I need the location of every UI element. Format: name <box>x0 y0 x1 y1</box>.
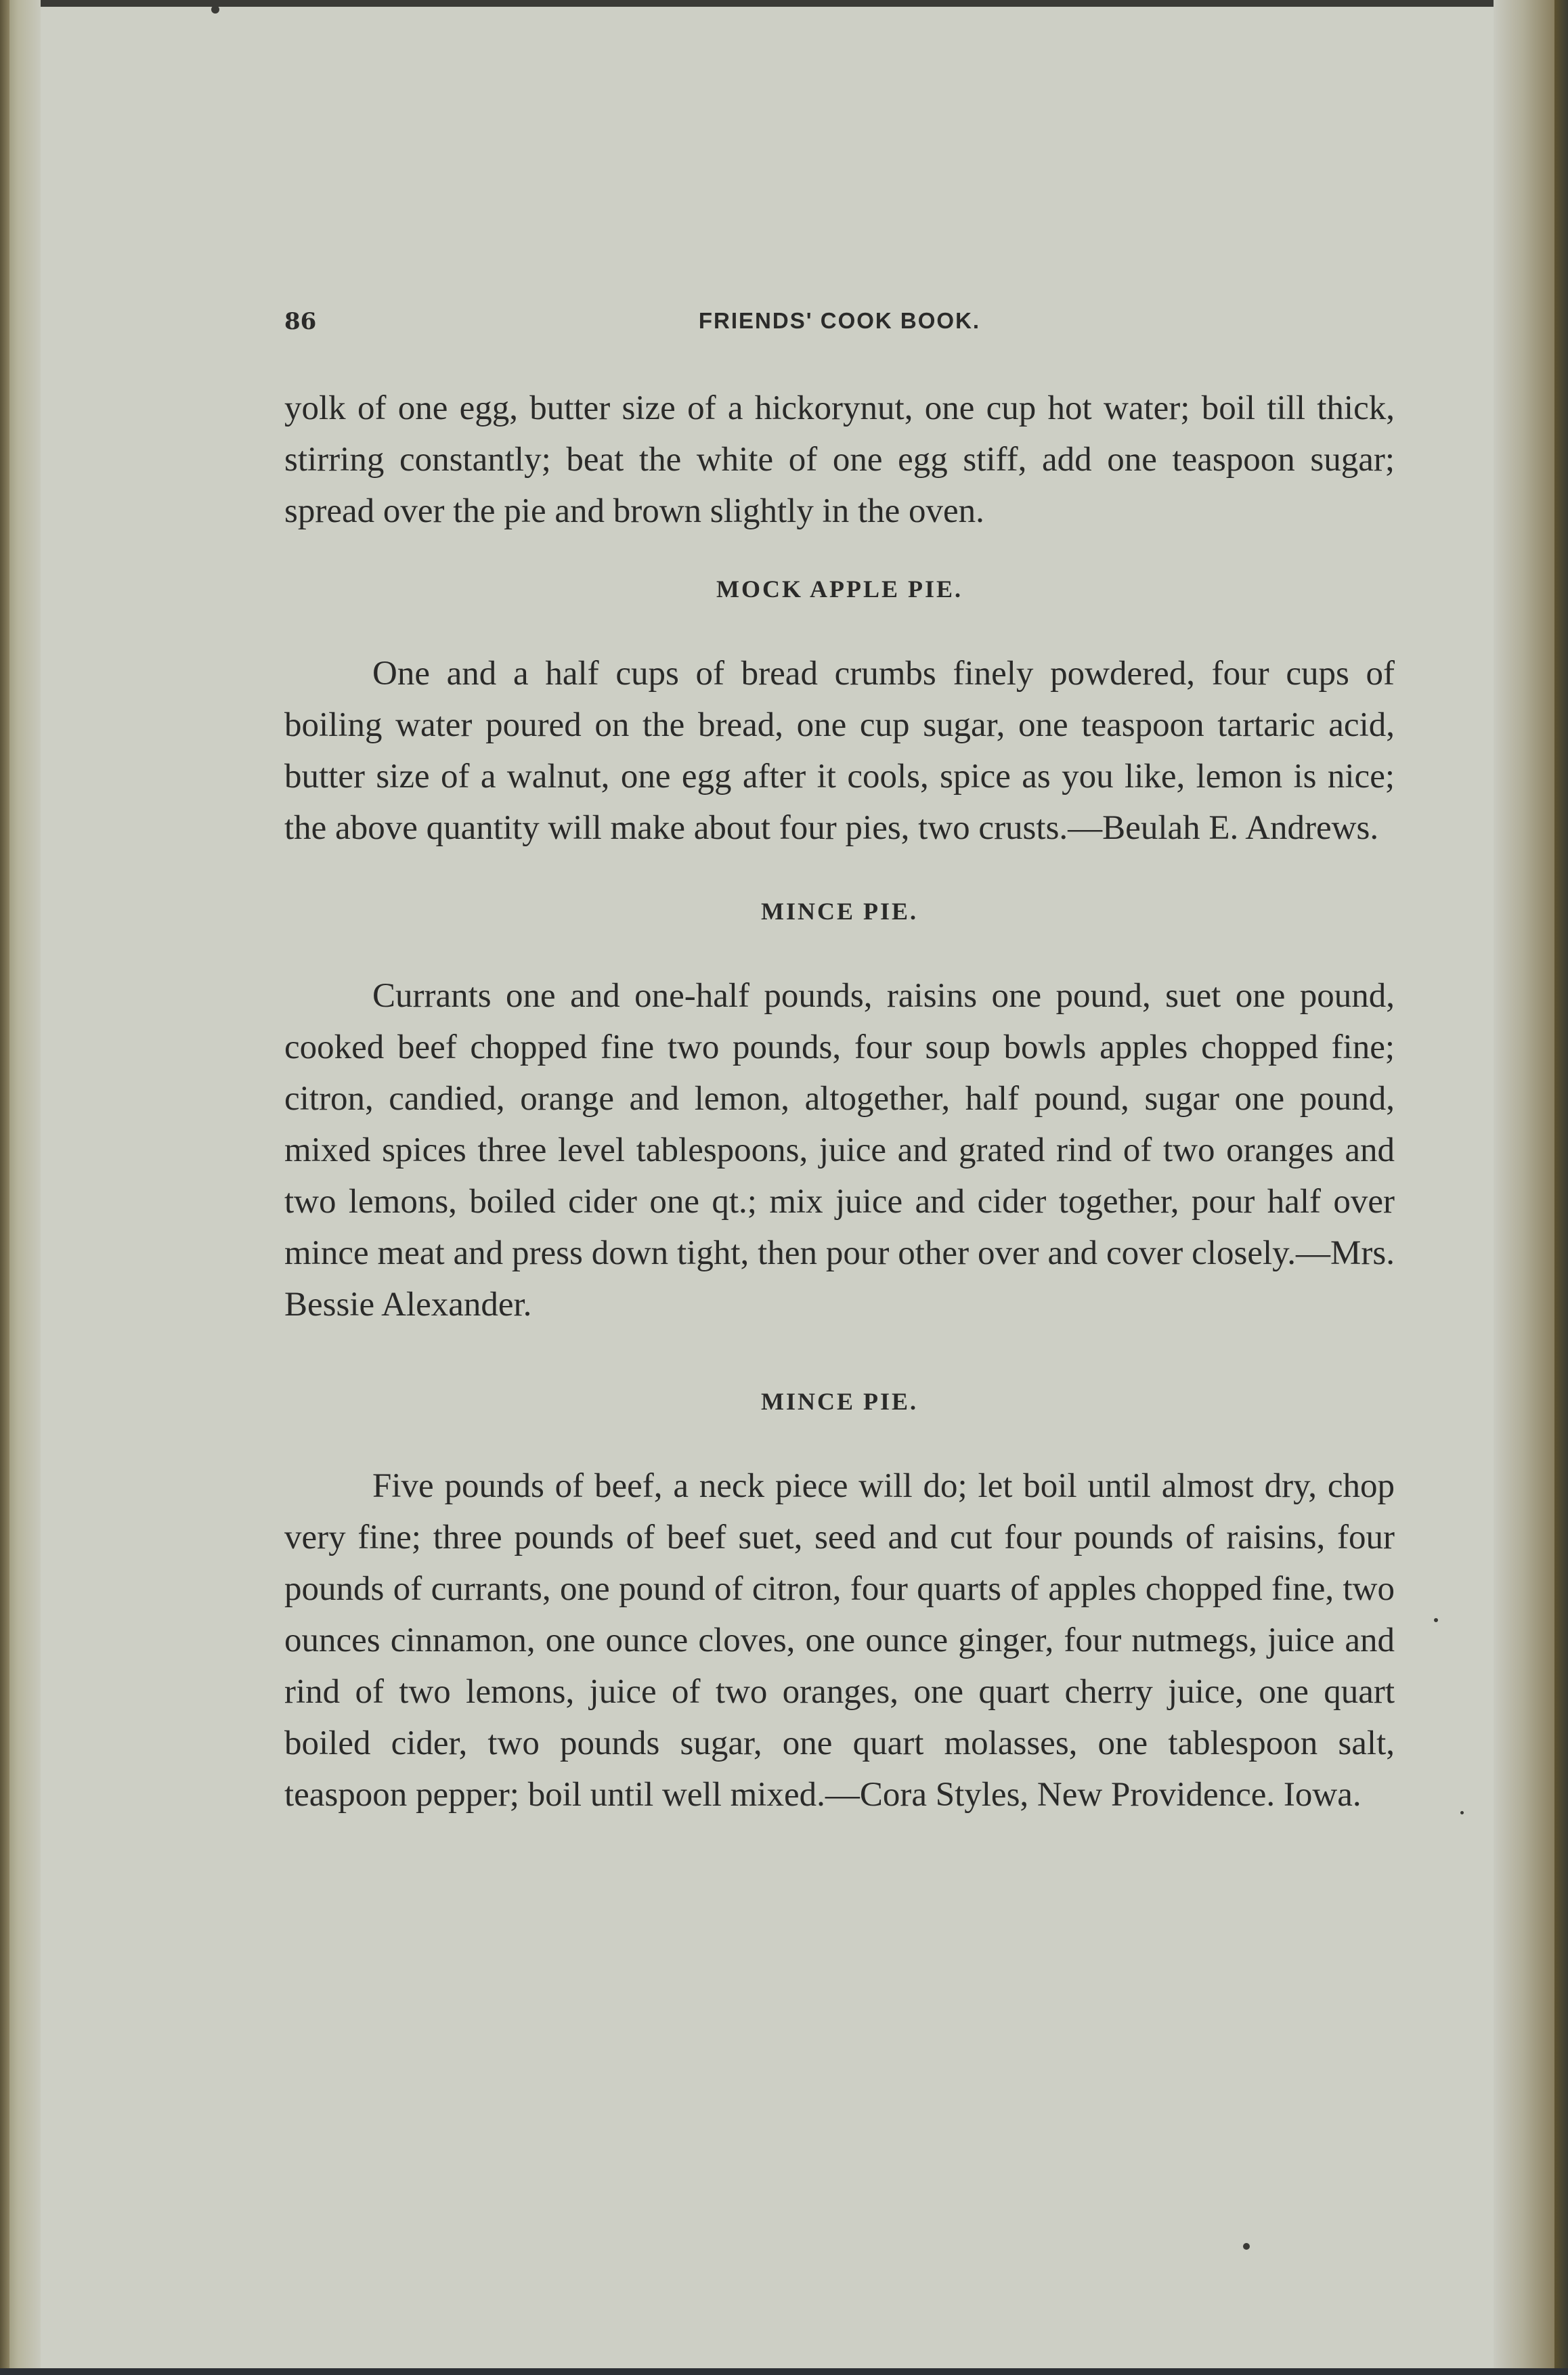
section-heading-mince-pie-1: MINCE PIE. <box>760 898 918 925</box>
right-binding-edge <box>1554 0 1568 2375</box>
ink-speck <box>1460 1811 1464 1814</box>
page-bottom-edge <box>0 2368 1568 2375</box>
ink-speck <box>1434 1618 1438 1622</box>
intro-paragraph: yolk of one egg, butter size of a hickorynut, one cup hot water; boil till thick, stirring constantly; beat the white of one egg stiff, add one teaspoon sugar; spread over the pie and brown slightly in the oven. <box>284 389 1395 530</box>
recipe-mock-apple-pie: One and a half cups of bread crumbs finely powdered, four cups of boiling water poured on the bread, one cup sugar, one teaspoon tartaric acid, butter size of a walnut, one egg after it cools, spice as you like, lemon is nice; the above quantity will make about four pies, two crusts.—Beulah E. Andrews. <box>284 655 1395 847</box>
section-heading-mock-apple-pie: MOCK APPLE PIE. <box>716 575 963 603</box>
running-title: FRIENDS' COOK BOOK. <box>698 308 981 333</box>
page-header <box>284 308 1395 342</box>
ink-speck <box>211 5 219 14</box>
right-page-gutter <box>1494 0 1568 2375</box>
page-body <box>284 383 1395 1821</box>
recipe-mince-pie-1: Currants one and one-half pounds, raisins one pound, suet one pound, cooked beef chopped fine two pounds, four soup bowls apples chopped fine; citron, candied, orange and lemon, altogether, half pound, sugar one pound, mixed spices three level tablespoons, juice and grated rind of two oranges and two lemons, boiled cider one qt.; mix juice and cider together, pour half over mince meat and press down tight, then pour other over and cover closely.—Mrs. Bessie Alexander. <box>284 977 1395 1324</box>
recipe-mince-pie-2: Five pounds of beef, a neck piece will do; let boil until almost dry, chop very fine; three pounds of beef suet, seed and cut four pounds of raisins, four pounds of currants, one pound of citron, four quarts of apples chopped fine, two ounces cinnamon, one ounce cloves, one ounce ginger, four nutmegs, juice and rind of two lemons, juice of two oranges, one quart cherry juice, one quart boiled cider, two pounds sugar, one quart molasses, one tablespoon salt, teaspoon pepper; boil until well mixed.—Cora Styles, New Providence. Iowa. <box>284 1467 1395 1814</box>
left-page-edge <box>0 0 41 2375</box>
ink-speck <box>1243 2243 1250 2250</box>
section-heading-mince-pie-2: MINCE PIE. <box>760 1388 918 1415</box>
page-top-edge <box>0 0 1568 7</box>
left-binding-edge <box>0 0 9 2375</box>
page-number: 86 <box>284 308 317 335</box>
